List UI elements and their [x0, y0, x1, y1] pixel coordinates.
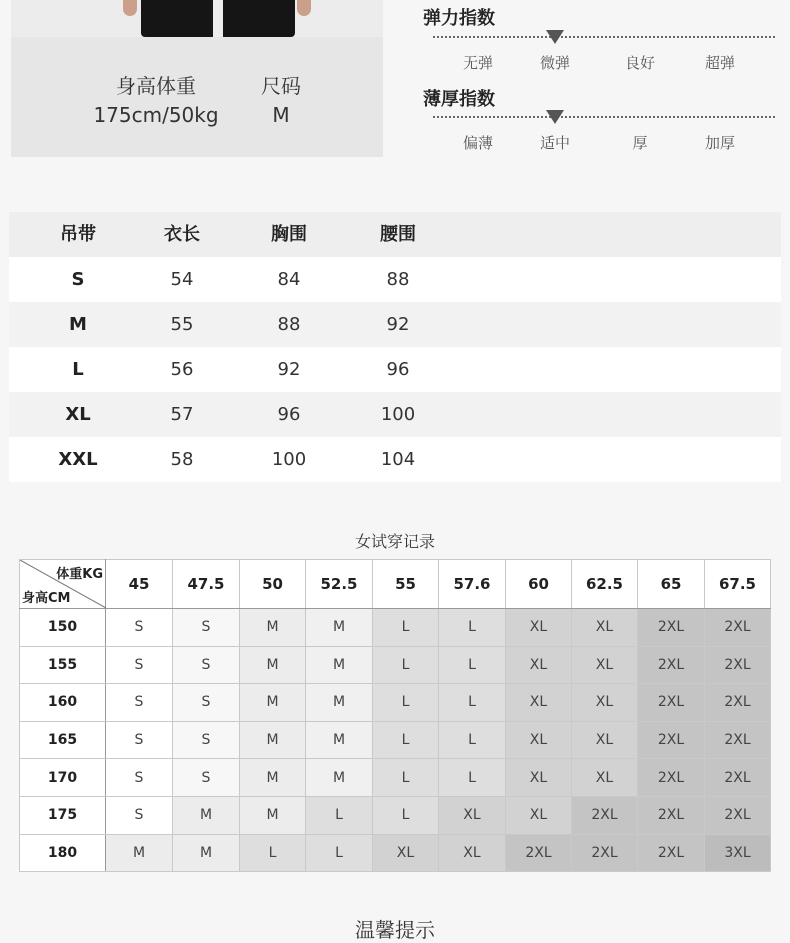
model-leg-left	[141, 0, 213, 37]
size-recommendation-cell: L	[240, 834, 306, 872]
size-recommendation-cell: 2XL	[705, 721, 771, 759]
size-recommendation-cell: L	[306, 834, 373, 872]
size-recommendation-cell: 2XL	[638, 721, 705, 759]
size-cell: 57	[170, 404, 194, 425]
tips-title: 温馨提示	[355, 918, 435, 942]
size-cell: 88	[277, 314, 301, 335]
size-table-row	[9, 437, 781, 482]
size-recommendation-cell: S	[106, 796, 173, 834]
size-recommendation-cell: 2XL	[506, 834, 572, 872]
elasticity-title: 弹力指数	[423, 8, 495, 29]
size-recommendation-cell: XL	[572, 721, 638, 759]
size-recommendation-cell: 2XL	[705, 646, 771, 684]
elasticity-scale-line	[433, 36, 775, 38]
trial-row	[20, 834, 771, 872]
size-cell: 88	[386, 269, 410, 290]
size-cell: 92	[277, 359, 301, 380]
size-recommendation-cell: 2XL	[638, 796, 705, 834]
trial-corner-cell	[20, 560, 106, 609]
size-recommendation-cell: XL	[572, 684, 638, 722]
size-cell: 96	[386, 359, 410, 380]
size-recommendation-cell: XL	[506, 646, 572, 684]
size-recommendation-cell: S	[173, 684, 240, 722]
size-recommendation-cell: XL	[506, 796, 572, 834]
height-cell: 150	[20, 609, 106, 647]
size-recommendation-cell: M	[173, 834, 240, 872]
size-cell: 104	[380, 449, 416, 470]
size-recommendation-cell: 2XL	[638, 759, 705, 797]
size-cell: 54	[170, 269, 194, 290]
size-recommendation-cell: 2XL	[572, 796, 638, 834]
weight-header-cell: 52.5	[306, 560, 373, 609]
size-cell: 58	[170, 449, 194, 470]
weight-header-cell: 57.6	[439, 560, 506, 609]
size-recommendation-cell: L	[439, 721, 506, 759]
elasticity-option: 良好	[624, 54, 655, 72]
size-recommendation-cell: XL	[572, 759, 638, 797]
trial-row	[20, 796, 771, 834]
height-cell: 160	[20, 684, 106, 722]
size-recommendation-cell: XL	[439, 834, 506, 872]
size-recommendation-cell: M	[240, 609, 306, 647]
size-recommendation-cell: L	[373, 684, 439, 722]
size-recommendation-cell: XL	[373, 834, 439, 872]
size-table-row	[9, 392, 781, 437]
size-recommendation-cell: S	[173, 759, 240, 797]
size-recommendation-cell: 2XL	[705, 796, 771, 834]
size-header-cell: 吊带	[60, 224, 96, 245]
size-recommendation-cell: M	[306, 759, 373, 797]
thickness-option: 厚	[632, 134, 648, 152]
weight-header-cell: 65	[638, 560, 705, 609]
size-recommendation-cell: L	[439, 684, 506, 722]
size-table-row	[9, 302, 781, 347]
weight-header-cell: 60	[506, 560, 572, 609]
trial-row	[20, 646, 771, 684]
size-recommendation-cell: S	[173, 609, 240, 647]
size-recommendation-cell: M	[240, 684, 306, 722]
size-recommendation-cell: L	[373, 759, 439, 797]
size-cell: 56	[170, 359, 194, 380]
size-recommendation-cell: 3XL	[705, 834, 771, 872]
trial-row	[20, 609, 771, 647]
thickness-title: 薄厚指数	[423, 89, 495, 110]
size-recommendation-cell: M	[106, 834, 173, 872]
weight-header-cell: 67.5	[705, 560, 771, 609]
size-recommendation-cell: XL	[506, 759, 572, 797]
height-cell: 170	[20, 759, 106, 797]
size-recommendation-cell: 2XL	[638, 834, 705, 872]
size-recommendation-cell: 2XL	[572, 834, 638, 872]
size-table-header	[9, 212, 781, 257]
size-recommendation-cell: L	[439, 646, 506, 684]
weight-header-cell: 62.5	[572, 560, 638, 609]
size-cell: L	[72, 359, 84, 380]
model-leg-right	[223, 0, 295, 37]
trial-row	[20, 721, 771, 759]
size-cell: M	[69, 314, 87, 335]
elasticity-marker-icon	[546, 30, 564, 44]
size-recommendation-cell: 2XL	[705, 759, 771, 797]
weight-header-cell: 50	[240, 560, 306, 609]
elasticity-option: 无弹	[462, 54, 493, 72]
thickness-scale-line	[433, 116, 775, 118]
trial-record-table	[19, 559, 771, 872]
size-label: 尺码	[261, 74, 301, 98]
size-cell: XXL	[58, 449, 98, 470]
thickness-option: 偏薄	[462, 134, 493, 152]
size-header-cell: 衣长	[164, 224, 200, 245]
size-recommendation-cell: L	[439, 759, 506, 797]
trial-record-title: 女试穿记录	[354, 532, 435, 551]
size-recommendation-cell: 2XL	[638, 646, 705, 684]
size-recommendation-cell: M	[306, 646, 373, 684]
size-recommendation-cell: L	[373, 796, 439, 834]
size-recommendation-cell: XL	[506, 609, 572, 647]
size-recommendation-cell: M	[240, 796, 306, 834]
size-recommendation-cell: XL	[506, 684, 572, 722]
size-value: M	[272, 103, 290, 127]
size-recommendation-cell: M	[240, 721, 306, 759]
height-axis-label: 身高CM	[22, 591, 71, 606]
size-recommendation-cell: S	[106, 609, 173, 647]
size-recommendation-cell: L	[373, 721, 439, 759]
size-recommendation-cell: S	[106, 759, 173, 797]
size-recommendation-cell: S	[106, 721, 173, 759]
size-header-cell: 胸围	[271, 224, 307, 245]
size-cell: S	[71, 269, 85, 290]
model-hand-right	[297, 0, 311, 16]
thickness-option: 加厚	[704, 134, 735, 152]
size-recommendation-cell: XL	[439, 796, 506, 834]
size-recommendation-cell: 2XL	[638, 609, 705, 647]
size-cell: 55	[170, 314, 194, 335]
size-recommendation-cell: 2XL	[705, 609, 771, 647]
trial-row	[20, 759, 771, 797]
weight-header-cell: 45	[106, 560, 173, 609]
size-recommendation-cell: M	[306, 609, 373, 647]
height-cell: 175	[20, 796, 106, 834]
size-recommendation-cell: L	[439, 609, 506, 647]
size-recommendation-cell: L	[373, 609, 439, 647]
height-weight-value: 175cm/50kg	[93, 103, 219, 127]
size-recommendation-cell: M	[240, 759, 306, 797]
size-recommendation-cell: M	[306, 684, 373, 722]
size-recommendation-cell: S	[106, 684, 173, 722]
size-cell: 92	[386, 314, 410, 335]
size-table-row	[9, 257, 781, 302]
size-recommendation-cell: XL	[572, 609, 638, 647]
size-recommendation-cell: L	[306, 796, 373, 834]
height-cell: 165	[20, 721, 106, 759]
thickness-marker-icon	[546, 110, 564, 124]
size-header-cell: 腰围	[380, 224, 416, 245]
size-recommendation-cell: XL	[572, 646, 638, 684]
elasticity-option: 微弹	[539, 54, 570, 72]
size-recommendation-cell: S	[173, 721, 240, 759]
size-cell: 100	[271, 449, 307, 470]
trial-header-row	[20, 560, 771, 609]
size-recommendation-cell: M	[240, 646, 306, 684]
size-recommendation-cell: 2XL	[705, 684, 771, 722]
size-cell: 96	[277, 404, 301, 425]
model-photo	[11, 0, 383, 37]
size-cell: 100	[380, 404, 416, 425]
size-table	[9, 212, 781, 482]
size-recommendation-cell: L	[373, 646, 439, 684]
weight-axis-label: 体重KG	[56, 567, 103, 582]
size-recommendation-cell: XL	[506, 721, 572, 759]
weight-header-cell: 47.5	[173, 560, 240, 609]
size-recommendation-cell: 2XL	[638, 684, 705, 722]
size-cell: 84	[277, 269, 301, 290]
thickness-option: 适中	[539, 134, 570, 152]
model-hand-left	[123, 0, 137, 16]
weight-header-cell: 55	[373, 560, 439, 609]
size-recommendation-cell: S	[106, 646, 173, 684]
size-recommendation-cell: S	[173, 646, 240, 684]
elasticity-option: 超弹	[704, 54, 735, 72]
size-recommendation-cell: M	[173, 796, 240, 834]
size-table-row	[9, 347, 781, 392]
height-cell: 180	[20, 834, 106, 872]
height-cell: 155	[20, 646, 106, 684]
model-info-card	[11, 0, 383, 157]
size-cell: XL	[65, 404, 91, 425]
size-recommendation-cell: M	[306, 721, 373, 759]
height-weight-label: 身高体重	[116, 74, 196, 98]
trial-row	[20, 684, 771, 722]
